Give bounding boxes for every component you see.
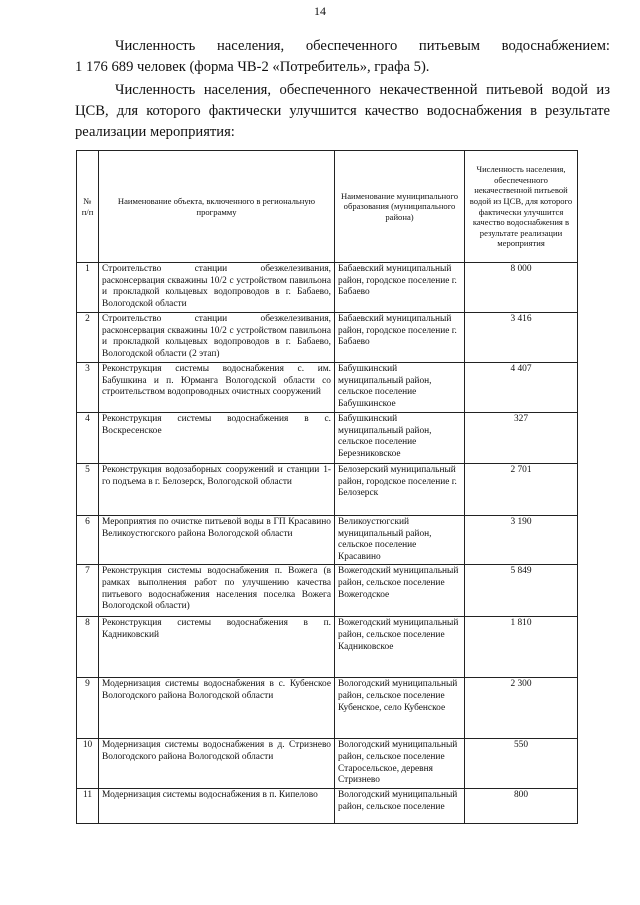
header-object: Наименование объекта, включенного в региональную программу [99,151,335,263]
row-object-name: Строительство станции обезжелезивания, расконсервация скважины 10/2 с устройством павильона и прокладкой кольцевых водопроводов в г. Бабаево, Вологодской области [99,263,335,313]
table-row [77,263,578,313]
row-municipality: Вологодский муниципальный район, сельское поселение [335,789,465,824]
table-row [77,565,578,617]
row-municipality: Бабаевский муниципальный район, городское поселение г. Бабаево [335,313,465,363]
table-row [77,413,578,464]
row-number: 4 [77,413,99,464]
paragraph-line: Численность населения, обеспеченного некачественной питьевой водой из [115,82,610,98]
page-number: 14 [314,4,326,18]
row-municipality: Бабушкинский муниципальный район, сельское поселение Бабушкинское [335,363,465,413]
table-header-row [77,151,578,263]
row-number: 6 [77,516,99,565]
row-municipality: Бабушкинский муниципальный район, сельское поселение Березниковское [335,413,465,464]
row-population-value: 5 849 [465,565,578,617]
paragraph-poor-quality-water [75,80,610,143]
row-population-value: 2 701 [465,464,578,516]
row-number: 3 [77,363,99,413]
row-object-name: Реконструкция системы водоснабжения в с. Воскресенское [99,413,335,464]
row-municipality: Великоустюгский муниципальный район, сельское поселение Красавино [335,516,465,565]
paragraph-population-served [75,36,610,78]
row-number: 2 [77,313,99,363]
row-object-name: Строительство станции обезжелезивания, расконсервация скважины 10/2 с устройством павильона и прокладкой кольцевых водопроводов в г. Бабаево, Вологодской области (2 этап) [99,313,335,363]
paragraph-line: 1 176 689 человек (форма ЧВ-2 «Потребитель», графа 5). [75,59,430,75]
row-population-value: 1 810 [465,617,578,678]
row-number: 1 [77,263,99,313]
table-row [77,363,578,413]
row-population-value: 327 [465,413,578,464]
row-object-name: Реконструкция системы водоснабжения п. Вожега (в рамках выполнения работ по улучшению качества питьевого водоснабжения населения поселка Вожега Вологодской области) [99,565,335,617]
table-row [77,789,578,824]
row-population-value: 3 190 [465,516,578,565]
paragraph-line: реализации мероприятия: [75,124,235,140]
row-number: 7 [77,565,99,617]
table-row [77,313,578,363]
paragraph-line: Численность населения, обеспеченного питьевым водоснабжением: [115,38,610,54]
row-object-name: Модернизация системы водоснабжения в п. Кипелово [99,789,335,824]
row-number: 10 [77,739,99,789]
row-population-value: 8 000 [465,263,578,313]
row-object-name: Реконструкция системы водоснабжения в п. Кадниковский [99,617,335,678]
row-population-value: 3 416 [465,313,578,363]
header-municipality: Наименование муниципального образования (муниципального района) [335,151,465,263]
row-municipality: Вожегодский муниципальный район, сельское поселение Вожегодское [335,565,465,617]
table-row [77,617,578,678]
row-number: 11 [77,789,99,824]
table-row [77,464,578,516]
row-object-name: Модернизация системы водоснабжения в с. Кубенское Вологодского района Вологодской области [99,678,335,739]
row-population-value: 800 [465,789,578,824]
row-object-name: Реконструкция системы водоснабжения с. им. Бабушкина и п. Юрманга Вологодской области со строительством водопроводных очистных сооружений [99,363,335,413]
row-population-value: 4 407 [465,363,578,413]
paragraph-line: ЦСВ, для которого фактически улучшится качество водоснабжения в результате [75,103,610,119]
row-number: 5 [77,464,99,516]
row-municipality: Вологодский муниципальный район, сельское поселение Старосельское, деревня Стризнево [335,739,465,789]
row-number: 8 [77,617,99,678]
row-population-value: 2 300 [465,678,578,739]
header-num: № п/п [77,151,99,263]
table-row [77,678,578,739]
water-projects-table [76,150,578,824]
row-population-value: 550 [465,739,578,789]
header-population: Численность населения, обеспеченного некачественной питьевой водой из ЦСВ, для которого фактически улучшится качество водоснабжения в результате реализации мероприятия [465,151,578,263]
row-object-name: Мероприятия по очистке питьевой воды в ГП Красавино Великоустюгского района Вологодской области [99,516,335,565]
table-row [77,739,578,789]
row-municipality: Белозерский муниципальный район, городское поселение г. Белозерск [335,464,465,516]
table-body [77,263,578,824]
row-object-name: Реконструкция водозаборных сооружений и станции 1-го подъема в г. Белозерск, Вологодской области [99,464,335,516]
row-object-name: Модернизация системы водоснабжения в д. Стризнево Вологодского района Вологодской области [99,739,335,789]
table-row [77,516,578,565]
row-municipality: Вожегодский муниципальный район, сельское поселение Кадниковское [335,617,465,678]
row-municipality: Вологодский муниципальный район, сельское поселение Кубенское, село Кубенское [335,678,465,739]
row-number: 9 [77,678,99,739]
row-municipality: Бабаевский муниципальный район, городское поселение г. Бабаево [335,263,465,313]
